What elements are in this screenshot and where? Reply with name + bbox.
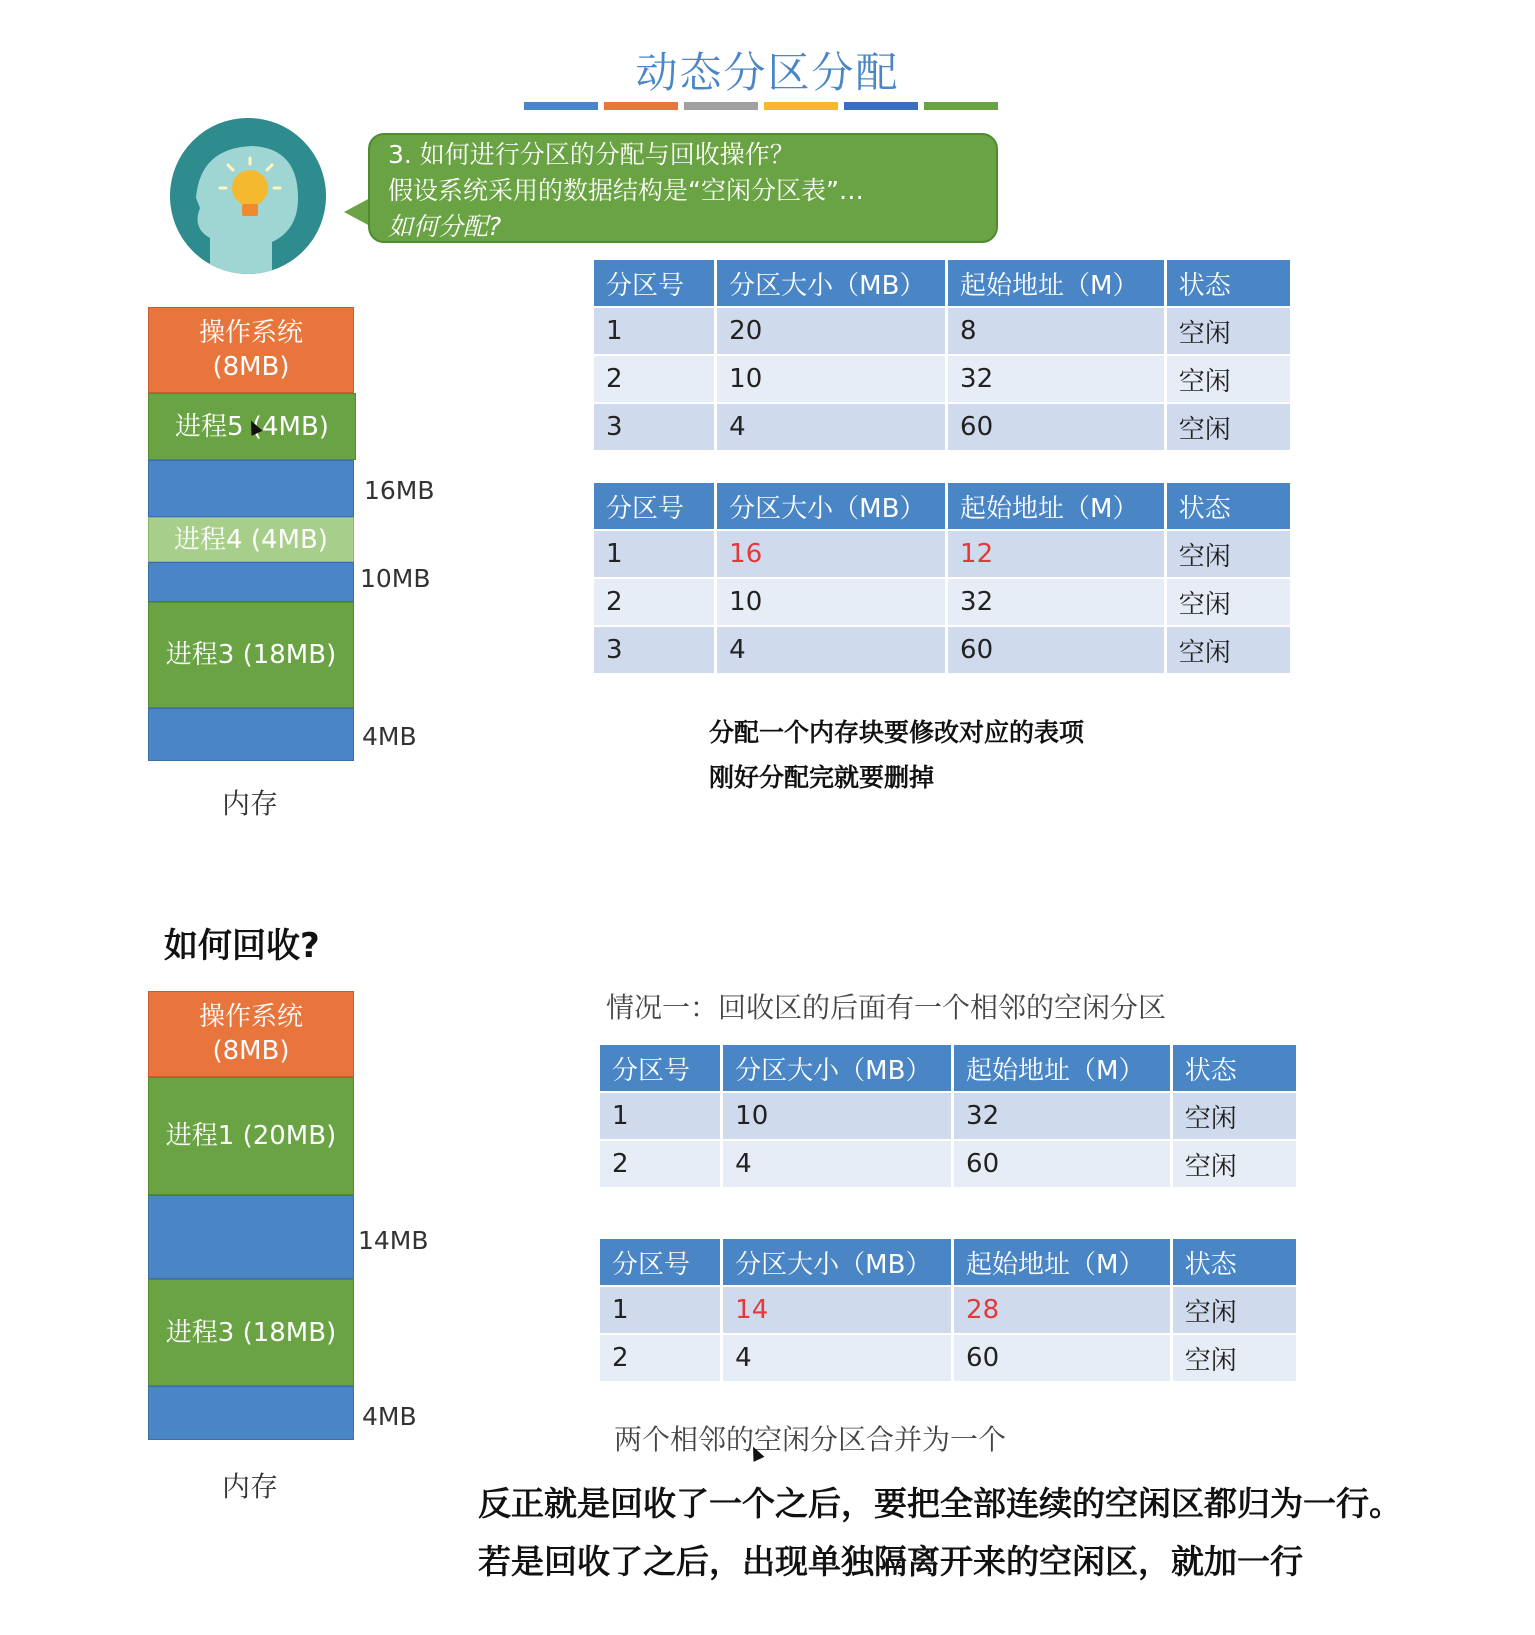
memory-block-process1 bbox=[148, 1077, 354, 1195]
table-cell: 3 bbox=[594, 403, 716, 450]
table-row bbox=[594, 578, 1292, 626]
head-lightbulb-icon bbox=[170, 118, 326, 274]
size-label-16mb: 16MB bbox=[364, 476, 435, 505]
table-cell: 1 bbox=[600, 1286, 722, 1334]
table-cell: 10 bbox=[722, 1092, 953, 1140]
size-label-4mb: 4MB bbox=[362, 722, 417, 751]
table-cell-changed: 28 bbox=[953, 1286, 1172, 1334]
table-cell: 4 bbox=[722, 1140, 953, 1187]
header-status: 状态 bbox=[1171, 1045, 1297, 1092]
bubble-tail bbox=[344, 198, 370, 226]
title-bar-6 bbox=[924, 102, 998, 110]
size-label-14mb: 14MB bbox=[358, 1226, 429, 1255]
table-row bbox=[600, 1092, 1298, 1140]
table-cell: 32 bbox=[947, 578, 1166, 626]
table-cell: 20 bbox=[716, 307, 947, 355]
table-cell-changed: 16 bbox=[716, 530, 947, 578]
table-cell-changed: 12 bbox=[947, 530, 1166, 578]
table-header-row bbox=[594, 483, 1292, 530]
table-cell: 空闲 bbox=[1165, 626, 1291, 673]
table-cell: 3 bbox=[594, 626, 716, 673]
memory-block-free-16mb bbox=[148, 460, 354, 517]
table-cell: 60 bbox=[953, 1140, 1172, 1187]
table-cell: 1 bbox=[594, 307, 716, 355]
header-status: 状态 bbox=[1171, 1239, 1297, 1286]
table-cell: 60 bbox=[947, 403, 1166, 450]
merge-note: 两个相邻的空闲分区合并为一个 bbox=[614, 1423, 1007, 1456]
header-status: 状态 bbox=[1165, 483, 1291, 530]
table-cell: 60 bbox=[953, 1334, 1172, 1381]
memory-block-free-14mb bbox=[148, 1195, 354, 1279]
memory-block-label: 进程1 (20MB) bbox=[165, 1121, 337, 1151]
table-row bbox=[594, 626, 1292, 673]
memory-block-label: 操作系统 (8MB) bbox=[198, 1002, 303, 1066]
title-bar-4 bbox=[764, 102, 838, 110]
header-partition-no: 分区号 bbox=[594, 483, 716, 530]
header-partition-no: 分区号 bbox=[600, 1239, 722, 1286]
memory-caption-top: 内存 bbox=[222, 787, 279, 820]
table-cell: 4 bbox=[722, 1334, 953, 1381]
table-cell: 10 bbox=[716, 578, 947, 626]
cursor-icon bbox=[248, 420, 260, 434]
summary-line-1: 反正就是回收了一个之后，要把全部连续的空闲区都归为一行。 bbox=[478, 1484, 1402, 1523]
recycle-heading: 如何回收? bbox=[164, 926, 320, 966]
header-start-address: 起始地址（M） bbox=[947, 260, 1166, 307]
memory-block-process3 bbox=[148, 602, 354, 708]
memory-caption-bottom: 内存 bbox=[222, 1470, 279, 1503]
memory-block-os bbox=[148, 307, 354, 393]
memory-block-label: 进程3 (18MB) bbox=[165, 1317, 337, 1348]
header-partition-size: 分区大小（MB） bbox=[716, 260, 947, 307]
table-row bbox=[594, 307, 1292, 355]
question-bubble bbox=[368, 133, 998, 243]
table-cell: 4 bbox=[716, 403, 947, 450]
table-cell-changed: 14 bbox=[722, 1286, 953, 1334]
header-partition-no: 分区号 bbox=[594, 260, 716, 307]
cursor-icon bbox=[750, 1446, 762, 1460]
memory-diagram-top bbox=[148, 307, 354, 761]
table-cell: 10 bbox=[716, 355, 947, 403]
title-bar-5 bbox=[844, 102, 918, 110]
table-cell: 空闲 bbox=[1165, 307, 1291, 355]
memory-block-free-4mb bbox=[148, 708, 354, 761]
header-partition-size: 分区大小（MB） bbox=[722, 1239, 953, 1286]
memory-block-label: 进程5 (4MB) bbox=[175, 411, 329, 442]
table-row bbox=[594, 403, 1292, 450]
summary-line-2: 若是回收了之后，出现单独隔离开来的空闲区，就加一行 bbox=[478, 1542, 1303, 1581]
table-cell: 32 bbox=[947, 355, 1166, 403]
memory-block-label: 操作系统 (8MB) bbox=[198, 318, 303, 382]
table-cell: 空闲 bbox=[1165, 403, 1291, 450]
title-bar-2 bbox=[604, 102, 678, 110]
header-partition-size: 分区大小（MB） bbox=[722, 1045, 953, 1092]
alloc-note-1: 分配一个内存块要修改对应的表项 bbox=[709, 718, 1085, 747]
table-cell: 2 bbox=[600, 1140, 722, 1187]
memory-block-free-10mb bbox=[148, 562, 354, 602]
size-label-10mb: 10MB bbox=[360, 564, 431, 593]
memory-block-label: 进程3 (18MB) bbox=[165, 640, 337, 670]
bubble-line-1: 3. 如何进行分区的分配与回收操作？ bbox=[388, 140, 795, 169]
title-bar-3 bbox=[684, 102, 758, 110]
table-header-row bbox=[594, 260, 1292, 307]
table-cell: 空闲 bbox=[1171, 1286, 1297, 1334]
table-row bbox=[594, 355, 1292, 403]
memory-block-process3 bbox=[148, 1279, 354, 1386]
header-partition-size: 分区大小（MB） bbox=[716, 483, 947, 530]
table-header-row bbox=[600, 1239, 1298, 1286]
table-row bbox=[594, 530, 1292, 578]
title-color-bars bbox=[524, 102, 998, 110]
table-cell: 4 bbox=[716, 626, 947, 673]
memory-block-process4 bbox=[148, 517, 354, 562]
bubble-line-3: 如何分配? bbox=[388, 212, 502, 241]
table-cell: 2 bbox=[594, 578, 716, 626]
table-row bbox=[600, 1286, 1298, 1334]
table-cell: 空闲 bbox=[1171, 1140, 1297, 1187]
free-partition-table-recycle-after bbox=[600, 1239, 1299, 1381]
table-cell: 2 bbox=[600, 1334, 722, 1381]
table-cell: 60 bbox=[947, 626, 1166, 673]
header-partition-no: 分区号 bbox=[600, 1045, 722, 1092]
table-cell: 空闲 bbox=[1171, 1092, 1297, 1140]
page-title: 动态分区分配 bbox=[635, 48, 900, 97]
memory-block-label: 进程4 (4MB) bbox=[174, 524, 328, 555]
memory-block-os bbox=[148, 991, 354, 1077]
free-partition-table-recycle-before bbox=[600, 1045, 1299, 1187]
table-cell: 8 bbox=[947, 307, 1166, 355]
header-start-address: 起始地址（M） bbox=[953, 1239, 1172, 1286]
table-row bbox=[600, 1140, 1298, 1187]
table-header-row bbox=[600, 1045, 1298, 1092]
free-partition-table-alloc-before bbox=[594, 260, 1293, 450]
memory-block-free-4mb bbox=[148, 1386, 354, 1440]
table-cell: 空闲 bbox=[1165, 578, 1291, 626]
header-start-address: 起始地址（M） bbox=[947, 483, 1166, 530]
title-bar-1 bbox=[524, 102, 598, 110]
size-label-4mb-bottom: 4MB bbox=[362, 1402, 417, 1431]
free-partition-table-alloc-after bbox=[594, 483, 1293, 673]
table-row bbox=[600, 1334, 1298, 1381]
case-one-text: 情况一：回收区的后面有一个相邻的空闲分区 bbox=[606, 991, 1167, 1024]
table-cell: 空闲 bbox=[1171, 1334, 1297, 1381]
thinking-head-icon bbox=[170, 118, 326, 274]
table-cell: 空闲 bbox=[1165, 355, 1291, 403]
header-start-address: 起始地址（M） bbox=[953, 1045, 1172, 1092]
alloc-note-2: 刚好分配完就要删掉 bbox=[709, 763, 935, 792]
table-cell: 空闲 bbox=[1165, 530, 1291, 578]
memory-diagram-bottom bbox=[148, 991, 354, 1445]
table-cell: 1 bbox=[600, 1092, 722, 1140]
table-cell: 2 bbox=[594, 355, 716, 403]
table-cell: 32 bbox=[953, 1092, 1172, 1140]
header-status: 状态 bbox=[1165, 260, 1291, 307]
bubble-line-2: 假设系统采用的数据结构是“空闲分区表”… bbox=[388, 176, 864, 205]
table-cell: 1 bbox=[594, 530, 716, 578]
